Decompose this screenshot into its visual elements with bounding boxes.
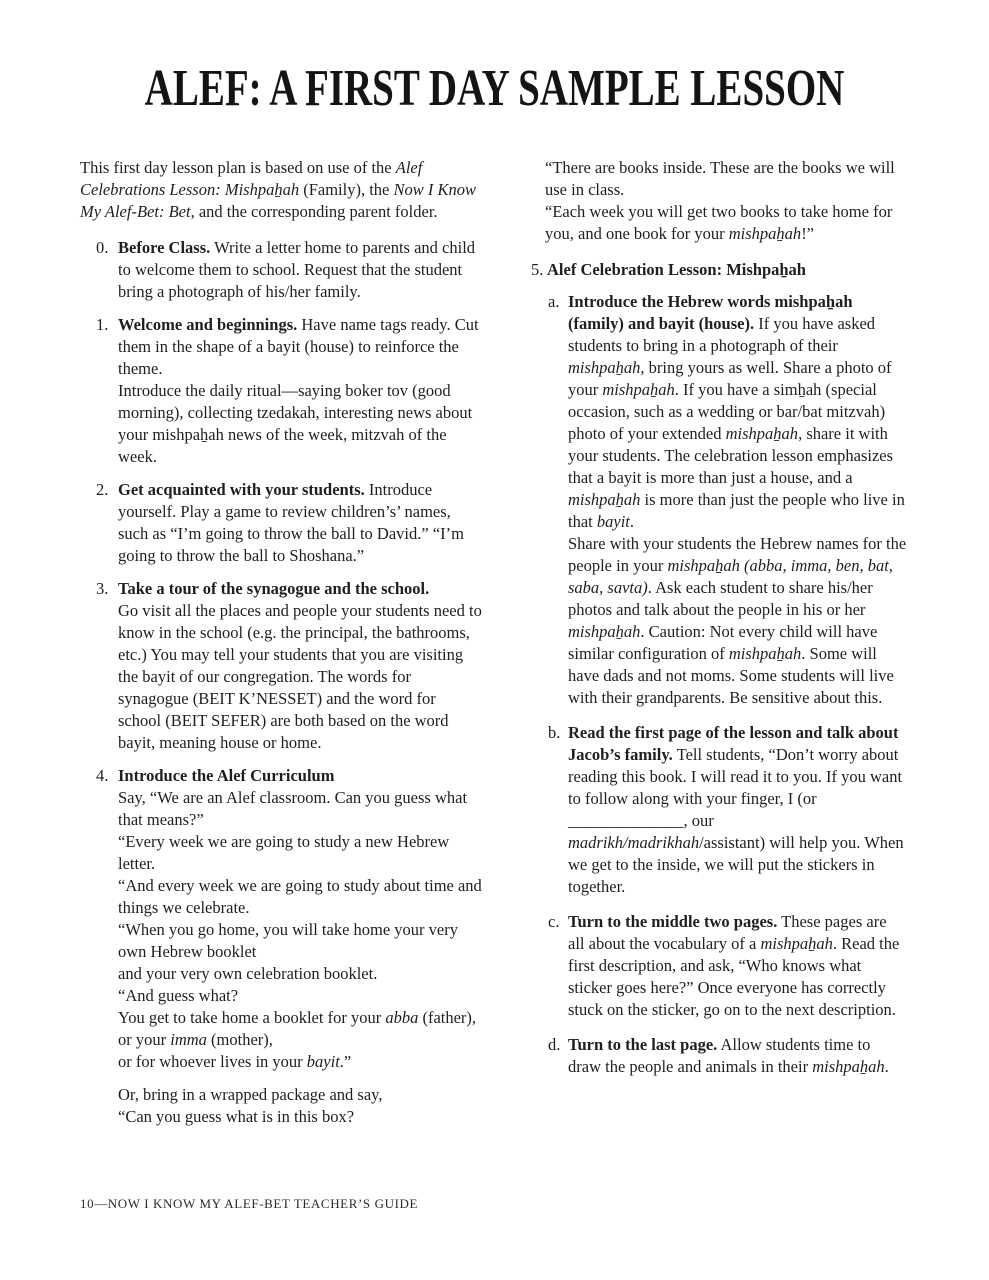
page-title: ALEF: A FIRST DAY SAMPLE LESSON bbox=[144, 60, 845, 117]
item-text: Take a tour of the synagogue and the school. Go visit all the places and people your students need to know in the school (e.g. the principal, the bathrooms, etc.) You may tell your students that you are visiting the bayit of our congregation. The words for synagogue (BEIT K’NESSET) and the word for school (BEIT SEFER) are both based on the word bayit, meaning house or home. bbox=[118, 579, 482, 753]
left-column bbox=[80, 157, 482, 1139]
right-column bbox=[531, 157, 907, 1139]
sub-item-letter: a. bbox=[548, 292, 560, 312]
item-text: Get acquainted with your students. Introduce yourself. Play a game to review children’s’ names, such as “I’m going to throw the ball to David.” “I’m going to throw the ball to Shoshana.” bbox=[118, 480, 464, 566]
intro-paragraph: This first day lesson plan is based on use of the Alef Celebrations Lesson: Mishpaẖah (Family), the Now I Know My Alef-Bet: Bet, and the corresponding parent folder. bbox=[80, 158, 477, 222]
two-column-layout bbox=[80, 157, 905, 1139]
sub-item-c bbox=[545, 911, 907, 1021]
item-number: 1. bbox=[96, 315, 109, 335]
item-text: Introduce the Alef Curriculum Say, “We are an Alef classroom. Can you guess what that means?” “Every week we are going to study a new Hebrew letter. “And every week we are going to study about time and things we celebrate. “When you go home, you will take home your very own Hebrew booklet and your very own celebration booklet. “And guess what? You get to take home a booklet for your abba (father), or your imma (mother), or for whoever lives in your bayit.” bbox=[118, 766, 482, 1072]
quote-continuation-paragraph: “There are books inside. These are the books we will use in class. “Each week you will get two books to take home for you, and one book for your mishpaẖah!” bbox=[545, 158, 895, 244]
sub-item-b bbox=[545, 722, 907, 898]
list-item-4 bbox=[80, 765, 482, 1073]
item-number: 4. bbox=[96, 766, 109, 786]
sub-item-letter: b. bbox=[548, 723, 561, 743]
item-number: 2. bbox=[96, 480, 109, 500]
sub-item-letter: c. bbox=[548, 912, 560, 932]
sub-item-text: Turn to the last page. Allow students time to draw the people and animals in their mishpaẖah. bbox=[568, 1035, 889, 1077]
sub-item-letter: d. bbox=[548, 1035, 561, 1055]
list-item-5 bbox=[531, 259, 907, 281]
page-footer: 10—NOW I KNOW MY ALEF-BET TEACHER’S GUIDE bbox=[80, 1196, 419, 1211]
sub-item-text: Turn to the middle two pages. These pages are all about the vocabulary of a mishpaẖah. Read the first description, and ask, “Who knows what sticker goes here?” Once everyone has correctly stuck on the sticker, go on to the next description. bbox=[568, 912, 900, 1020]
sub-item-text: Read the first page of the lesson and talk about Jacob’s family. Tell students, “Don’t worry about reading this book. I will read it to you. If you want to follow along with your finger, I (or ______________, our madrikh/madrikhah/assistant) will help you. When we get to the inside, we will put the stickers in together. bbox=[568, 723, 904, 897]
list-item-2 bbox=[80, 479, 482, 567]
list-item-3 bbox=[80, 578, 482, 754]
list-item-0 bbox=[80, 237, 482, 303]
list-item-4-continuation bbox=[80, 1084, 482, 1128]
item-text: Or, bring in a wrapped package and say, “Can you guess what is in this box? bbox=[118, 1085, 383, 1127]
item-number: 0. bbox=[96, 238, 109, 258]
item-number: 3. bbox=[96, 579, 109, 599]
item-text: Welcome and beginnings. Have name tags ready. Cut them in the shape of a bayit (house) to reinforce the theme. Introduce the daily ritual—saying boker tov (good morning), collecting tzedakah, interesting news about your mishpaẖah news of the week, mitzvah of the week. bbox=[118, 315, 479, 467]
item-text: Before Class. Write a letter home to parents and child to welcome them to school. Request that the student bring a photograph of his/her family. bbox=[118, 238, 476, 302]
item-number: 5. bbox=[531, 260, 544, 280]
item-heading: Alef Celebration Lesson: Mishpaẖah bbox=[547, 260, 806, 280]
sub-item-text: Introduce the Hebrew words mishpaẖah (family) and bayit (house). If you have asked students to bring in a photograph of their mishpaẖah, bring yours as well. Share a photo of your mishpaẖah. If you have a simẖah (special occasion, such as a wedding or bar/bat mitzvah) photo of your extended mishpaẖah, share it with your students. The celebration lesson emphasizes that a bayit is more than just a house, and a mishpaẖah is more than just the people who live in that bayit. Share with your students the Hebrew names for the people in your mishpaẖah (abba, imma, ben, bat, saba, savta). Ask each student to share his/her photos and talk about the people in his or her mishpaẖah. Caution: Not every child will have similar configuration of mishpaẖah. Some will have dads and not moms. Some students will live with their grandparents. Be sensitive about this. bbox=[568, 292, 907, 708]
list-item-1 bbox=[80, 314, 482, 468]
sub-item-a bbox=[545, 291, 907, 709]
sub-item-d bbox=[545, 1034, 907, 1078]
